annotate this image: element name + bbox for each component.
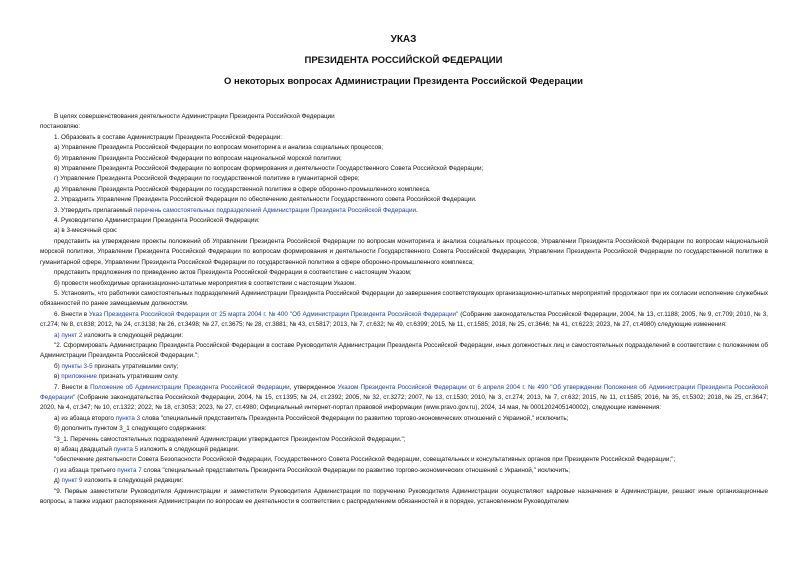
- paragraph-1d: г) Управление Президента Российской Федерации по государственной политике в гуманитарной сфере;: [54, 175, 360, 183]
- text: в) абзац двадцатый: [54, 446, 114, 453]
- text: д): [54, 477, 62, 485]
- paragraph-7e: [40, 476, 768, 486]
- point-5-link[interactable]: пункта 5: [113, 446, 139, 453]
- text: .: [416, 206, 418, 214]
- text: (Собрание законодательства Российской Федерации, 2004, № 15, ст.1395; № 24, ст.2392; 2005, № 32, ст.3272; 2007, № 13, ст.1530; 2010, № 3, ст.274; 2013, № 7, ст.632; 2015, № 11, ст.1585; 2016, № 35, ст.5302; 2018, № 25, ст.3647; 2020, № 4, ст.347; № 10, ст.1322; 2022, № 18, ст.3053; 2023, № 27, ст.4980; Официальный интернет-портал правовой информации (www.pravo.gov.ru), 2024, 14 мая, № 0001202405140002), следующие изменения:: [40, 393, 768, 412]
- paragraph-4a-text: представить на утверждение проекты положений об Управлении Президента Российской Федерации по вопросам мониторинга и анализа социальных процессов, Управлении Президента Российской Федерации по вопросам национальной морской политики, Управлении Президента Российской Федерации по вопросам формирования и деятельности Государственного Совета Российской Федерации, Управлении Президента Российской Федерации по государственной политике в гуманитарной сфере, Управлении Президента Российской Федерации по государственной политике в сфере оборонно-промышленного комплекса;: [40, 237, 768, 266]
- paragraph-4b: б) провести необходимые организационно-штатные мероприятия в соответствии с настоящим Указом.: [54, 279, 356, 287]
- paragraph-4a: а) в 3-месячный срок:: [54, 227, 118, 235]
- text: признать утратившими силу;: [92, 362, 179, 370]
- text: 6. Внести в: [54, 310, 90, 318]
- regulation-link[interactable]: Положение об Администрации Президента Российской Федерации: [90, 383, 290, 391]
- text: (Собрание законодательства Российской Федерации, 2004, № 13, ст.1188; 2005, № 9, ст.709; 2010, № 3, ст.274; № 8, ст.838; 2012, № 24, ст.3138; № 26, ст.3498; № 27, ст.3675; № 28, ст.3881; № 43, ст.5817; 2013, № 7, ст.632; № 49, ст.6399; 2015, № 11, ст.1585; 2018, № 25, ст.3646; № 41, ст.6223; 2023, № 27, ст.4980) следующие изменения:: [40, 310, 768, 329]
- paragraph-6: [40, 310, 768, 331]
- paragraph-7d: [40, 466, 768, 476]
- text: слова "специальный представитель Президента Российской Федерации по развитию торгово-экономических отношений с Украиной," исключить;: [141, 466, 571, 474]
- document-body: [40, 112, 768, 507]
- paragraph-1a: а) Управление Президента Российской Федерации по вопросам мониторинга и анализа социальных процессов;: [54, 144, 384, 152]
- paragraph-5: 5. Установить, что работники самостоятельных подразделений Администрации Президента Российской Федерации до завершения соответствующих организационно-штатных мероприятий продолжают при их согласии исполнение служебных обязанностей по ранее замещаемым должностям.: [40, 289, 768, 308]
- list-link[interactable]: перечень самостоятельных подразделений Администрации Президента Российской Федерации: [134, 206, 416, 214]
- decree-400-title-link[interactable]: "Об Администрации Президента Российской Федерации": [289, 310, 459, 318]
- paragraph-4a-text2: представить предложения по приведению актов Президента Российской Федерации в соответствие с настоящим Указом;: [54, 269, 412, 277]
- paragraph-6a-quote: "2. Сформировать Администрацию Президента Российской Федерации в составе Руководителя Администрации Президента Российской Федерации, иных должностных лиц и самостоятельных подразделений в соответствии с положением об Администрации Президента Российской Федерации.";: [40, 341, 768, 360]
- paragraph-2: 2. Упразднить Управление Президента Российской Федерации по обеспечению деятельности Государственного совета Российской Федерации.: [54, 196, 477, 204]
- text: , утвержденное: [289, 383, 338, 391]
- paragraph-7b-quote: "3_1. Перечень самостоятельных подразделений Администрации утверждается Президентом Российской Федерации.";: [54, 435, 406, 443]
- paragraph-1: 1. Образовать в составе Администрации Президента Российской Федерации:: [54, 133, 282, 141]
- paragraph-6a: [40, 331, 768, 341]
- decree-490-title-link[interactable]: "Об утверждении Положения об Администрации Президента Российской Федерации": [40, 383, 768, 401]
- decree-400-link[interactable]: Указ Президента Российской Федерации от 25 марта 2004 г. № 400: [89, 310, 288, 318]
- decree-490-link[interactable]: Указом Президента Российской Федерации от 6 апреля 2004 г. № 490: [337, 383, 549, 391]
- paragraph-1e: д) Управление Президента Российской Федерации по государственной политике в сфере оборонно-промышленного комплекса.: [54, 185, 431, 193]
- paragraph-1b: б) Управление Президента Российской Федерации по вопросам национальной морской политики;: [54, 154, 342, 162]
- text: изложить в следующей редакции:: [82, 331, 184, 339]
- text: 3. Утвердить прилагаемый: [54, 206, 135, 214]
- document-subject: О некоторых вопросах Администрации Президента Российской Федерации: [224, 76, 583, 87]
- text: слова "специальный представитель Президента Российской Федерации по развитию торгово-экономических отношений с Украиной," исключить;: [140, 414, 569, 422]
- point-3-link[interactable]: пункта 3: [115, 414, 141, 422]
- paragraph-1c: в) Управление Президента Российской Федерации по вопросам формирования и деятельности Государственного Совета Российской Федерации;: [54, 165, 484, 173]
- point-7-link[interactable]: пункта 7: [117, 466, 142, 474]
- paragraph-3: [40, 206, 768, 216]
- paragraph-4: 4. Руководителю Администрации Президента Российской Федерации:: [54, 217, 260, 225]
- paragraph-7a: [40, 414, 768, 424]
- text: б): [54, 362, 62, 370]
- text: 7. Внести в: [54, 383, 91, 391]
- paragraph-7b: б) дополнить пунктом 3_1 следующего содержания:: [54, 425, 207, 433]
- paragraph-7e-quote: "9. Первые заместители Руководителя Администрации и заместители Руководителя Администрации по поручению Руководителя Администрации осуществляют кадровые назначения в Администрации, решают иные организационные вопросы, а также издают распоряжения Администрации по вопросам ее деятельности в соответствии с распределением обязанностей и в порядке, установленном Руководителем: [40, 487, 768, 506]
- point-2-link[interactable]: а) пункт 2: [54, 331, 83, 339]
- points-3-5-link[interactable]: пункты 3-5: [61, 362, 93, 370]
- paragraph-6c: [40, 372, 768, 382]
- preamble: В целях совершенствования деятельности Администрации Президента Российской Федерации: [54, 113, 335, 120]
- text: в): [54, 373, 62, 381]
- text: изложить в следующей редакции:: [138, 446, 239, 453]
- paragraph-6b: [40, 362, 768, 372]
- text: а) из абзаца второго: [54, 414, 116, 422]
- text: признать утратившим силу.: [97, 373, 179, 381]
- point-9-link[interactable]: пункт 9: [61, 477, 83, 485]
- text: изложить в следующей редакции:: [82, 477, 184, 485]
- document-issuer: ПРЕЗИДЕНТА РОССИЙСКОЙ ФЕДЕРАЦИИ: [304, 55, 503, 66]
- paragraph-7c: [40, 445, 768, 455]
- paragraph-7: [40, 383, 768, 414]
- decree-word: постановляю:: [40, 123, 81, 131]
- paragraph-7c-quote: "обеспечение деятельности Совета Безопасности Российской Федерации, Государственного Совета Российской Федерации, совещательных и консультативных органов при Президенте Российской Федерации;";: [54, 456, 676, 464]
- appendix-link[interactable]: приложение: [61, 373, 98, 381]
- text: г) из абзаца третьего: [54, 466, 118, 474]
- document-title: УКАЗ: [390, 34, 417, 45]
